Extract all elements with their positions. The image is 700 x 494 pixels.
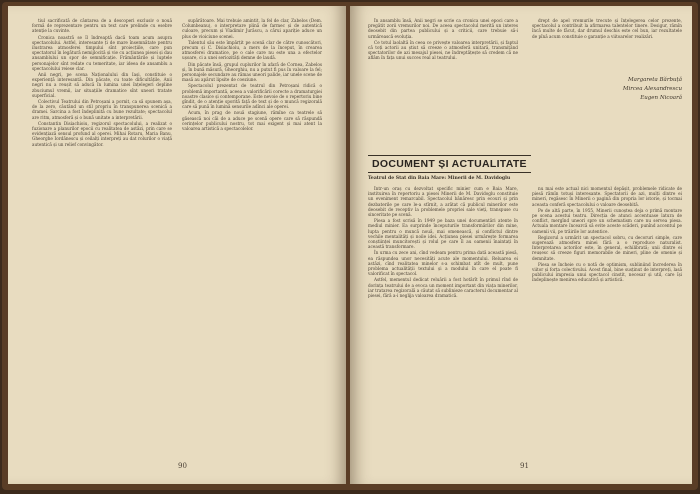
paragraph: nu mai este actual nici momentul depășit, problemele ridicate de piesă rămîn totuși interesante. Spectatorii de azi, mulți dintre ei mineri, regăsesc în Minerii o pagină din propria lor istorie, și tocmai aceasta conferă spectacolului o valoare deosebită. xyxy=(532,186,682,207)
left-column-2 xyxy=(182,18,322,470)
paragraph: Talentul său este împărțit pe scenă clar de către cunoscători, precum și C. Disiachioiu, a mers de la început, în crearea atmosferei dramatice, pe o cale care nu este una a efectelor ușoare, ci a unei seriozități demne de laudă. xyxy=(182,39,322,61)
paragraph: În urma cu zece ani, cînd vedeam pentru prima dată această piesă, ea răspundea unor necesități acute ale momentului. Reluarea ei astăzi, cînd realitatea minelor s-a schimbat atît de mult, pune problema actualității textului și a modului în care el poate fi valorificat în spectacol. xyxy=(368,250,518,277)
paragraph: Într-un oraș cu dezvoltat specific minier cum e Baia Mare, instituirea în repertoriu a piesei Minerii de M. Davidoglu constituie un eveniment remarcabil. Spectacolul bănăresc prin ecouri și prin dezbaterile pe care le-a stîrnit, a arătat că publicul minerilor este deosebit de receptiv la problemele propriei sale vieți, transpuse cu sinceritate pe scenă. xyxy=(368,186,518,218)
paragraph: drept de apel vremurile trecute și înțelegerea celor prezente, spectacolul a contribuit la afirmarea talentelor tinere. Desigur, rămîn încă multe de făcut, dar drumul deschis este cel bun, iar rezultatele de pînă acum constituie o garanție a viitoarelor realizări. xyxy=(532,18,682,39)
signature-name: Mircea Alexandrescu xyxy=(622,86,682,92)
signature-name: Margareta Bărbuță xyxy=(628,77,682,83)
paragraph: În ansamblu însă, Anii negri se scrie ca cronica unei epoci care a pregătit zorii vremurilor noi. De aceea spectacolul merită un interes deosebit din partea publicului și a criticii, care trebuie să-i urmărească evoluția. xyxy=(368,18,518,39)
left-page xyxy=(8,6,346,484)
paragraph: Spectacolul prezentat de teatrul din Petroșani ridică o problemă importantă, aceea a valorificării corecte a dramaturgiei noastre clasice și contemporane. Este nevoie de o repertoriu bine gîndit, de o atenție sporită față de text și de o muncă regizorală care să pună în lumină sensurile adînci ale operei. xyxy=(182,83,322,110)
paragraph: Colectivul Teatrului din Petroșani a pornit, ca să spunem așa, de la zero, căutând un stil propriu în transpunerea scenică a dramei. Sarcina a fost îndeplinită cu bune rezultate; spectacolul are ritm, atmosferă și o bună unitate a interpretării. xyxy=(32,99,172,120)
paragraph: supărătoare. Mai trebuie amintit, la fel de clar, Zabelos (Dem. Columbeanu), o interpretare plină de farmec și de autentică culoare, precum și Vladimir Jurăscu, a cărui apariție aduce un plus de vioiciune scenei. xyxy=(182,18,322,39)
right-top-column-1 xyxy=(368,18,518,138)
right-bottom-column-2 xyxy=(532,186,682,470)
paragraph: Pe de altă parte, în 1955, Minerii cunoștea deja o primă montare pe scena acestui teatru. Direcția de atunci accentuase latura de conflict, mergînd uneori spre un schematism care nu servea piesa. Actuala montare încearcă să evite aceste scăderi, punînd accentul pe oamenii vii, pe trăirile lor autentice. xyxy=(532,207,682,234)
paragraph: Anii negri, pe scena Naționalului din Iași, constituie o experiență interesantă. Din păcate, cu toate dificultățile, Anii negri nu a reușit să aducă în lumina unei înțelegeri depline zbuciumul vremii, iar situațiile dramatice sînt uneori tratate superficial. xyxy=(32,72,172,98)
section-header xyxy=(368,152,682,181)
right-bottom-column-1 xyxy=(368,186,518,470)
signatures xyxy=(532,76,682,103)
page-number-left: 90 xyxy=(178,462,187,470)
section-title: DOCUMENT ȘI ACTUALITATE xyxy=(368,155,531,173)
paragraph: Astfel, mementul dedicat reluării a fost hotărît în primul rînd de dorința teatrului de a evoca un moment important din viața minerilor, iar tratarea regizorală a căutat să sublinieze caracterul documentar al piesei, fără a-i neglija valoarea dramatică. xyxy=(368,277,518,299)
paragraph: Regizorul a urmărit un spectacol sobru, cu decoruri simple, care sugerează atmosfera minei fără a o reproduce naturalist. Interpretarea actorilor este, în general, echilibrată; unii dintre ei reușesc să creeze figuri memorabile de mineri, pline de omenie și demnitate. xyxy=(532,234,682,261)
paragraph: Din păcate însă, grupul cuplurilor în afară de Cornea, Zabelos și, în bună măsură, Gheorghiu, nu a putut fi pus în valoare la fel; personajele secundare au rămas uneori palide, iar unele scene de masă au apărut lipsite de coeziune. xyxy=(182,61,322,83)
right-top-column-2 xyxy=(532,18,682,68)
paragraph: tiul sacrificată de cântarea de a descoperi exclusiv o nouă formă de reprezentare pentru un text care prelinde cu esebre atenție la cuvinte. xyxy=(32,18,172,34)
paragraph: Cronica noastră se îl îndreaptă dacă toam acum asupra spectacolului. Astfel, interesante ți de mare însemnătate pentru ilustrarea atmosferei timpului sînt proiecțiile, care pun spectatorul în legătură nemijlocită și vie cu acțiunea piesei și dau ansamblului un spor de semnificație. Frământările și luptele personajelor sînt redate cu temeritate, iar ideea de ansamblu a spectacolului reiese clar. xyxy=(32,34,172,71)
left-column-1 xyxy=(32,18,172,470)
signature-name: Eugen Nicoară xyxy=(640,95,682,101)
section-subtitle: Teatrul de Stat din Baia Mare: Minerii de M. Davidoglu xyxy=(368,176,511,181)
paragraph: Constantin Disiachioiu, regizorul spectacolului, a realizat o fuzionare a planurilor epocii cu realitatea de astăzi, prin care se evidențiază sensul profund al operei. Mihai Rotaru, Maria Banu, Gheorghe Iordănescu și ceilalți interpreți au dat rolurilor o viață autentică și un relief convingător. xyxy=(32,120,172,147)
paragraph: Acum, în prag de nouă stagiune, rămîne ca teatrele să găsească noi căi de a aduce pe scenă opere care să răspundă cerințelor publicului nostru, tot mai exigent și mai atent la valoarea artistică a spectacolelor. xyxy=(182,110,322,132)
paragraph: Piesa a fost scrisă în 1949 pe baza unei documentări atente în mediul minier. Ea surprinde începuturile transformărilor din mine, lupta pentru o muncă nouă, mai omenească, și conflictul dintre vechile mentalități și noile idei. Acțiunea piesei urmărește formarea conștiinței muncitorești și rolul pe care îl au oamenii înaintați în această transformare. xyxy=(368,218,518,250)
right-page xyxy=(350,6,692,484)
paragraph: Piesa se încheie cu o notă de optimism, subliniind încrederea în viitor și forța colectivului. Acest final, bine susținut de interpreți, lasă publicului impresia unui spectacol cinstit, necesar și util, care își îndeplinește menirea educativă și artistică. xyxy=(532,261,682,283)
paragraph: Ce totul laolaltă în ceea ce privește valoarea interpretării, și faptul că toți actorii au știut să creeze o atmosferă unitară, transmițând spectatorilor de azi mesajul piesei, ne îndreptățește să credem că ne aflăm în fața unui succes real al teatrului. xyxy=(368,39,518,61)
page-number-right: 91 xyxy=(520,462,529,470)
